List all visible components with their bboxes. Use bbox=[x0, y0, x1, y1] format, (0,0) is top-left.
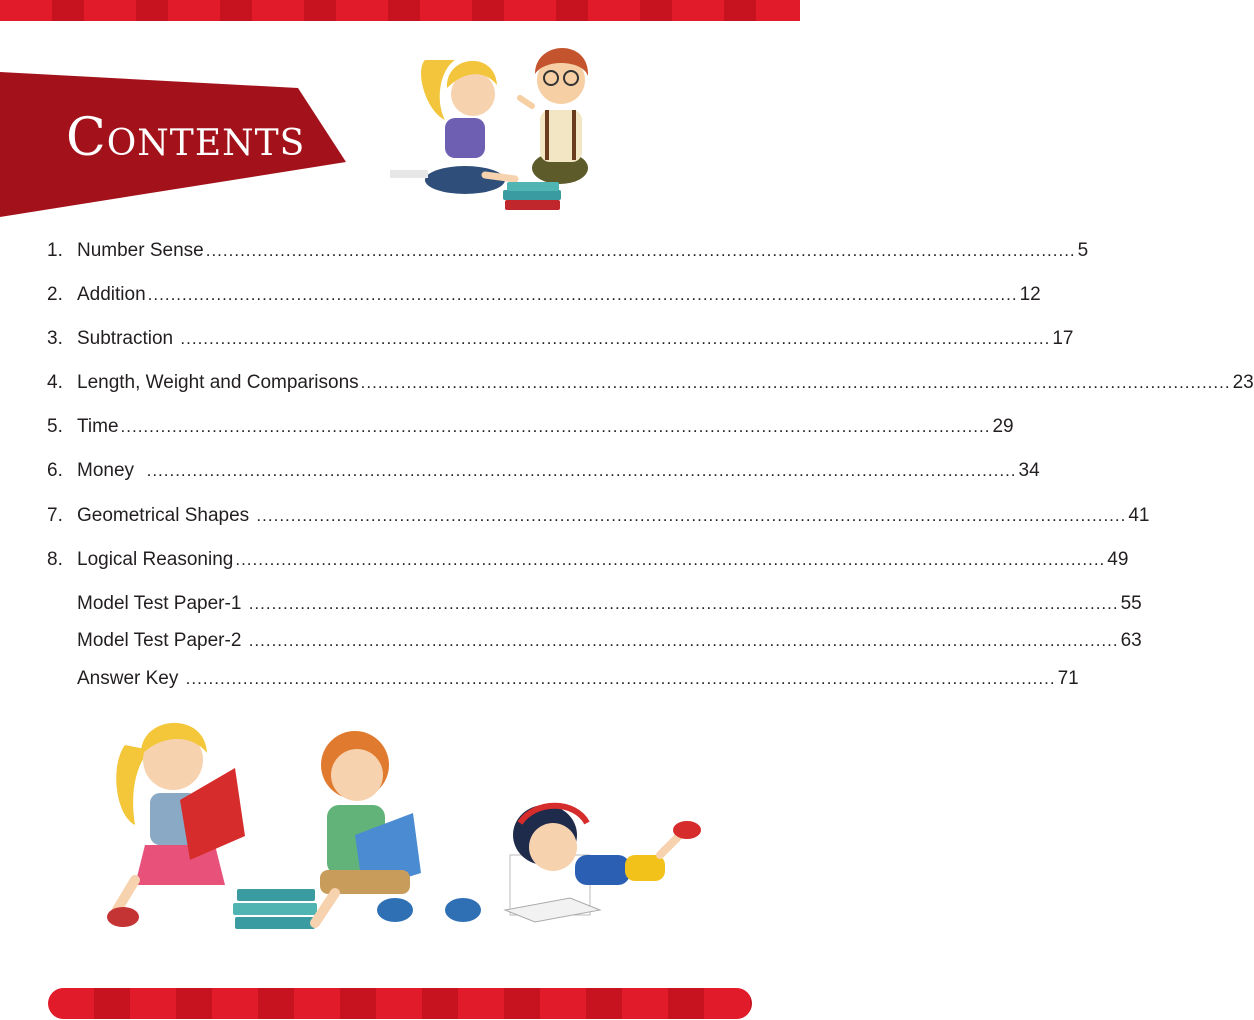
top-decorative-band bbox=[0, 0, 800, 21]
toc-title: Number Sense bbox=[77, 240, 204, 261]
toc-leader-dots: ........................................................................................................................................................ bbox=[180, 329, 1051, 348]
toc-page-number: 29 bbox=[992, 416, 1014, 437]
toc-page-number: 12 bbox=[1019, 284, 1041, 305]
toc-entry[interactable] bbox=[47, 408, 1014, 438]
toc-title: Logical Reasoning bbox=[77, 549, 234, 570]
toc-title: Answer Key bbox=[77, 668, 184, 689]
toc-leader-dots: ........................................................................................................................................................ bbox=[146, 461, 1017, 480]
toc-title: Model Test Paper-2 bbox=[77, 630, 247, 651]
toc-leader-dots: ........................................................................................................................................................ bbox=[120, 417, 991, 436]
toc-entry[interactable] bbox=[47, 497, 1150, 527]
toc-entry[interactable] bbox=[47, 452, 1040, 482]
page-title bbox=[66, 108, 305, 168]
toc-leader-dots: ........................................................................................................................................................ bbox=[248, 631, 1119, 650]
toc-leader-dots: ........................................................................................................................................................ bbox=[205, 241, 1076, 260]
toc-leader-dots: ........................................................................................................................................................ bbox=[360, 373, 1231, 392]
toc-page-number: 49 bbox=[1107, 549, 1129, 570]
toc-page-number: 71 bbox=[1057, 668, 1079, 689]
kids-talking-illustration bbox=[385, 30, 610, 225]
toc-number: 8. bbox=[47, 549, 63, 570]
toc-title: Money bbox=[77, 460, 145, 481]
toc-title: Length, Weight and Comparisons bbox=[77, 372, 359, 393]
toc-number: 4. bbox=[47, 372, 63, 393]
toc-number: 3. bbox=[47, 328, 63, 349]
toc-entry[interactable] bbox=[47, 622, 1142, 652]
toc-number: 1. bbox=[47, 240, 63, 261]
toc-page-number: 63 bbox=[1120, 630, 1142, 651]
toc-title: Geometrical Shapes bbox=[77, 505, 255, 526]
toc-page-number: 34 bbox=[1018, 460, 1040, 481]
toc-title: Time bbox=[77, 416, 119, 437]
toc-entry[interactable] bbox=[47, 232, 1089, 262]
toc-leader-dots: ........................................................................................................................................................ bbox=[256, 506, 1127, 525]
toc-entry[interactable] bbox=[47, 364, 1254, 394]
toc-number: 2. bbox=[47, 284, 63, 305]
toc-leader-dots: ........................................................................................................................................................ bbox=[147, 285, 1018, 304]
toc-page-number: 55 bbox=[1120, 593, 1142, 614]
toc-leader-dots: ........................................................................................................................................................ bbox=[235, 550, 1106, 569]
toc-entry[interactable] bbox=[47, 585, 1142, 615]
toc-title: Model Test Paper-1 bbox=[77, 593, 247, 614]
toc-page-number: 41 bbox=[1128, 505, 1150, 526]
toc-page-number: 5 bbox=[1077, 240, 1089, 261]
toc-title: Addition bbox=[77, 284, 146, 305]
toc-entry[interactable] bbox=[47, 320, 1074, 350]
toc-entry[interactable] bbox=[47, 276, 1041, 306]
toc-entry[interactable] bbox=[47, 660, 1079, 690]
bottom-decorative-band bbox=[48, 988, 752, 1019]
toc-leader-dots: ........................................................................................................................................................ bbox=[248, 594, 1119, 613]
toc-page-number: 17 bbox=[1052, 328, 1074, 349]
toc-title: Subtraction bbox=[77, 328, 179, 349]
kids-reading-illustration bbox=[105, 705, 705, 950]
toc-number: 6. bbox=[47, 460, 63, 481]
toc-number: 7. bbox=[47, 505, 63, 526]
page-title-text: Contents bbox=[66, 108, 306, 168]
toc-number: 5. bbox=[47, 416, 63, 437]
toc-leader-dots: ........................................................................................................................................................ bbox=[185, 669, 1056, 688]
toc-page-number: 23 bbox=[1232, 372, 1254, 393]
toc-entry[interactable] bbox=[47, 541, 1129, 571]
